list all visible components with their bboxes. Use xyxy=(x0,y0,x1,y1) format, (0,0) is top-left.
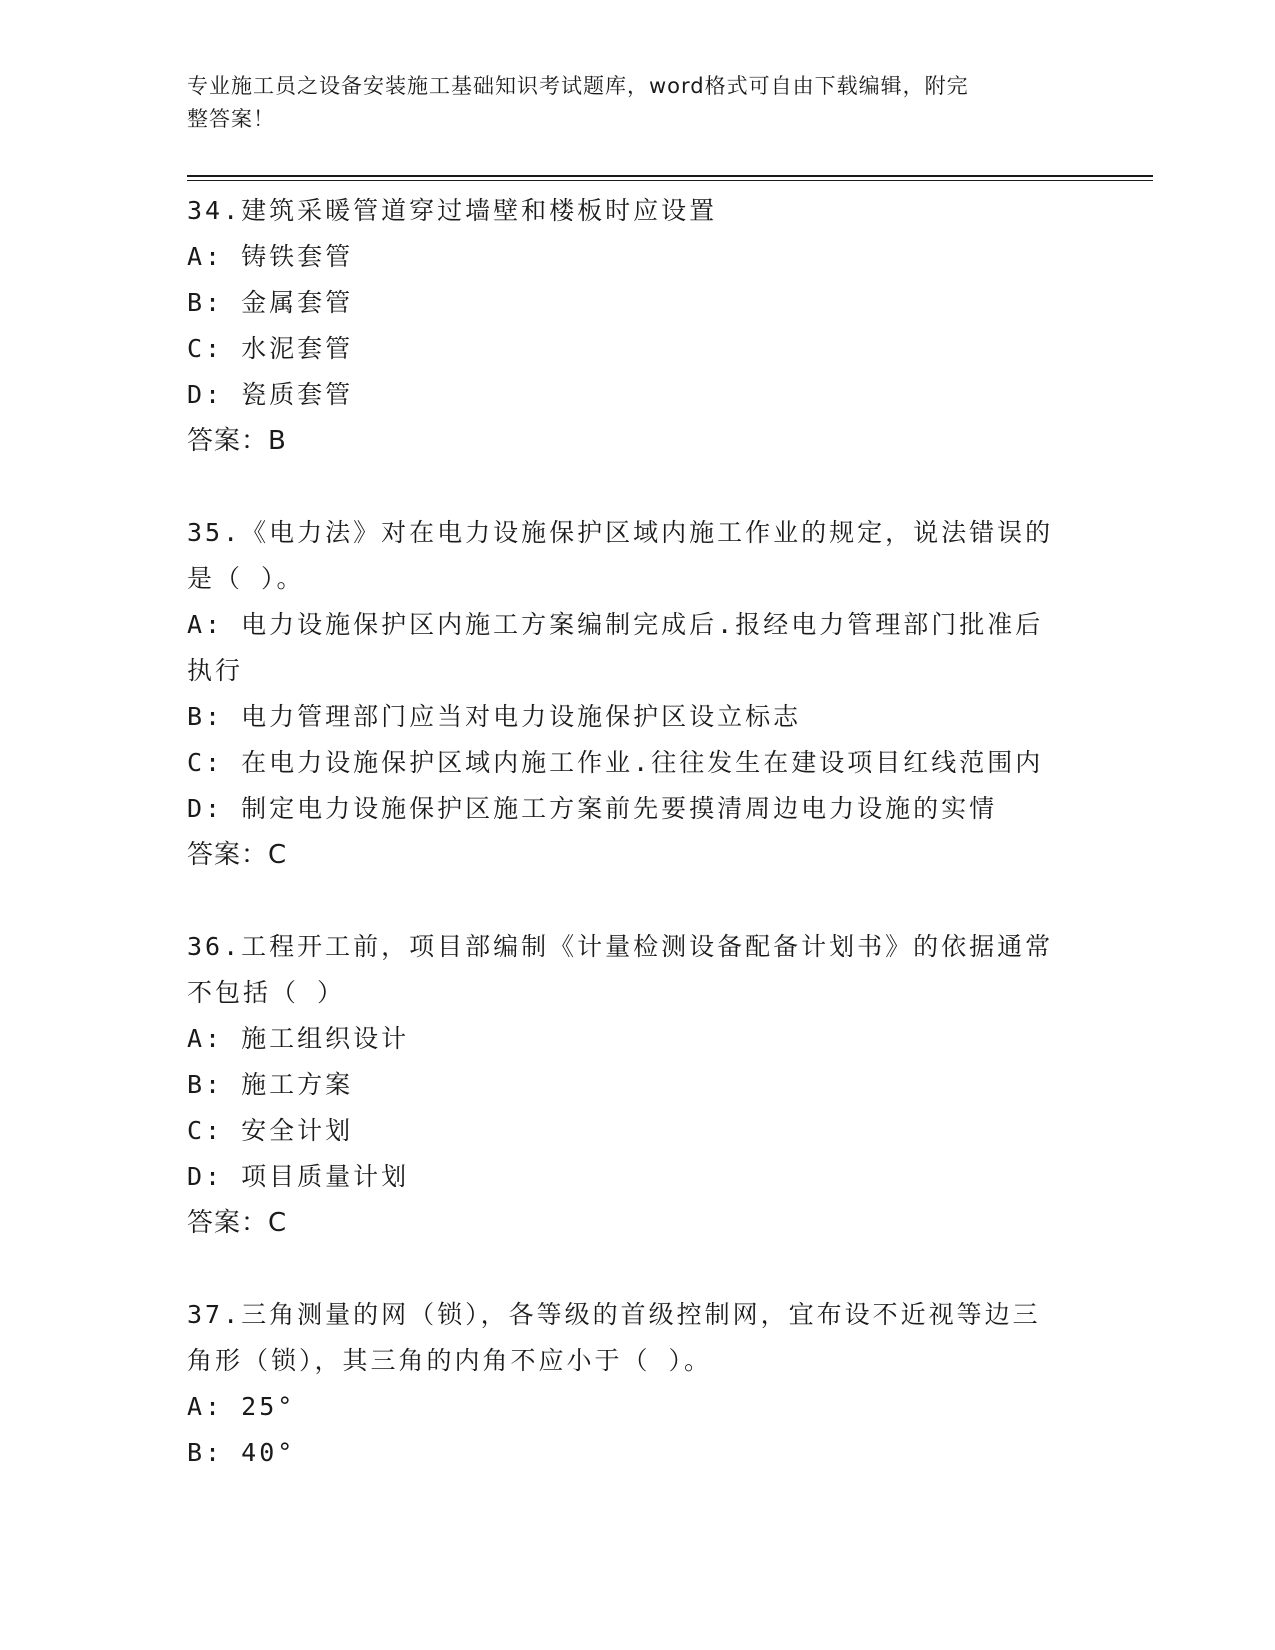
option-d: D: 项目质量计划 xyxy=(187,1162,410,1191)
question-stem-cont: 角形（锁），其三角的内角不应小于（ ）。 xyxy=(187,1346,713,1375)
header-divider xyxy=(187,175,1153,177)
header-divider-thin xyxy=(187,180,1153,181)
question-list xyxy=(187,188,1087,1476)
option-c: C: 安全计划 xyxy=(187,1116,354,1145)
option-b: B: 40° xyxy=(187,1438,296,1467)
option-a: A: 铸铁套管 xyxy=(187,242,354,271)
question-stem: 36.工程开工前，项目部编制《计量检测设备配备计划书》的依据通常 xyxy=(187,932,1054,961)
option-b: B: 金属套管 xyxy=(187,288,354,317)
answer: 答案：B xyxy=(187,426,287,456)
question-stem: 34.建筑采暖管道穿过墙壁和楼板时应设置 xyxy=(187,196,718,225)
option-a: A: 施工组织设计 xyxy=(187,1024,410,1053)
question-35 xyxy=(187,510,1087,878)
option-a: A: 25° xyxy=(187,1392,296,1421)
option-d: D: 制定电力设施保护区施工方案前先要摸清周边电力设施的实情 xyxy=(187,794,998,823)
question-stem: 35.《电力法》对在电力设施保护区域内施工作业的规定，说法错误的 xyxy=(187,518,1054,547)
option-c: C: 水泥套管 xyxy=(187,334,354,363)
question-34 xyxy=(187,188,1087,464)
header-line-2: 整答案！ xyxy=(187,107,275,131)
option-b: B: 施工方案 xyxy=(187,1070,354,1099)
option-d: D: 瓷质套管 xyxy=(187,380,354,409)
question-37 xyxy=(187,1292,1087,1476)
answer: 答案：C xyxy=(187,840,288,870)
header-line-1: 专业施工员之设备安装施工基础知识考试题库，word格式可自由下载编辑，附完 xyxy=(187,74,969,98)
answer: 答案：C xyxy=(187,1208,288,1238)
option-b: B: 电力管理部门应当对电力设施保护区设立标志 xyxy=(187,702,802,731)
question-stem-cont: 不包括（ ） xyxy=(187,978,346,1007)
question-stem-cont: 是（ ）。 xyxy=(187,564,305,593)
question-stem: 37.三角测量的网（锁），各等级的首级控制网，宜布设不近视等边三 xyxy=(187,1300,1041,1329)
option-a-cont: 执行 xyxy=(187,656,244,685)
document-header xyxy=(187,70,1087,136)
question-36 xyxy=(187,924,1087,1246)
option-c: C: 在电力设施保护区域内施工作业.往往发生在建设项目红线范围内 xyxy=(187,748,1044,777)
option-a: A: 电力设施保护区内施工方案编制完成后.报经电力管理部门批准后 xyxy=(187,610,1044,639)
